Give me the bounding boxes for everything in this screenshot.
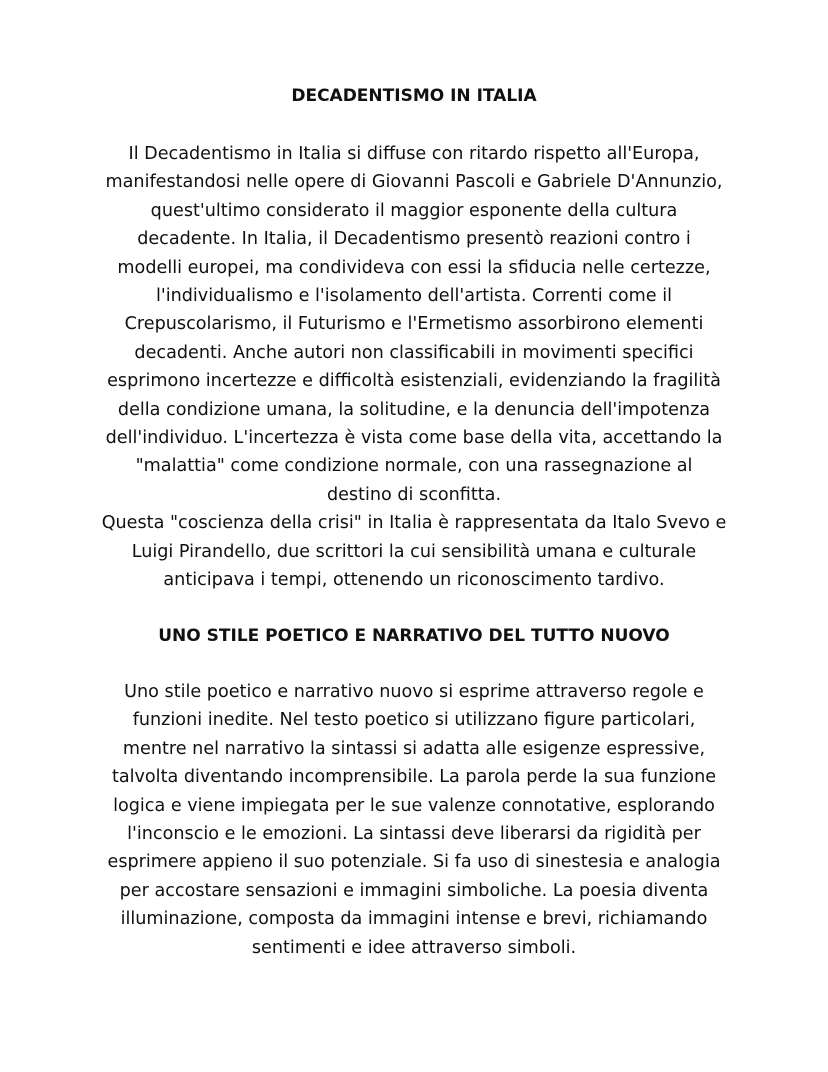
- text-line: esprimono incertezze e difficoltà esistenziali, evidenziando la fragilità: [107, 371, 721, 392]
- text-line: l'inconscio e le emozioni. La sintassi deve liberarsi da rigidità per: [127, 824, 701, 845]
- text-line: della condizione umana, la solitudine, e la denuncia dell'impotenza: [117, 399, 711, 420]
- text-line: quest'ultimo considerato il maggior esponente della cultura: [150, 200, 678, 221]
- text-line: dell'individuo. L'incertezza è vista come base della vita, accettando la: [105, 428, 723, 449]
- text-line: decadenti. Anche autori non classificabili in movimenti specifici: [134, 342, 694, 363]
- section-title-stile: UNO STILE POETICO E NARRATIVO DEL TUTTO NUOVO: [158, 626, 670, 646]
- text-line: mentre nel narrativo la sintassi si adatta alle esigenze espressive,: [122, 738, 706, 759]
- section-title-decadentismo: DECADENTISMO IN ITALIA: [291, 86, 537, 106]
- text-line: Uno stile poetico e narrativo nuovo si esprime attraverso regole e: [124, 682, 704, 702]
- paragraph-stile: [0, 678, 828, 962]
- text-line: modelli europei, ma condivideva con essi la sfiducia nelle certezze,: [117, 257, 711, 278]
- text-line: per accostare sensazioni e immagini simboliche. La poesia diventa: [119, 880, 709, 901]
- paragraph-decadentismo: [0, 140, 828, 595]
- text-line: anticipava i tempi, ottenendo un riconoscimento tardivo.: [163, 570, 665, 591]
- text-line: Crepuscolarismo, il Futurismo e l'Ermetismo assorbirono elementi: [124, 314, 704, 335]
- text-line: funzioni inedite. Nel testo poetico si utilizzano figure particolari,: [132, 710, 696, 731]
- text-line: "malattia" come condizione normale, con una rassegnazione al: [135, 456, 693, 477]
- text-line: Luigi Pirandello, due scrittori la cui sensibilità umana e culturale: [131, 541, 697, 562]
- text-line: sentimenti e idee attraverso simboli.: [251, 937, 577, 958]
- text-line: esprimere appieno il suo potenziale. Si fa uso di sinestesia e analogia: [107, 852, 721, 873]
- text-line: talvolta diventando incomprensibile. La parola perde la sua funzione: [111, 767, 717, 788]
- text-line: logica e viene impiegata per le sue valenze connotative, esplorando: [113, 795, 715, 816]
- text-line: l'individualismo e l'isolamento dell'artista. Correnti come il: [155, 286, 673, 307]
- text-line: destino di sconfitta.: [326, 484, 502, 505]
- text-line: manifestandosi nelle opere di Giovanni Pascoli e Gabriele D'Annunzio,: [105, 172, 723, 193]
- text-line: decadente. In Italia, il Decadentismo presentò reazioni contro i: [137, 229, 691, 250]
- text-line: illuminazione, composta da immagini intense e brevi, richiamando: [120, 909, 708, 930]
- text-line: Il Decadentismo in Italia si diffuse con ritardo rispetto all'Europa,: [128, 144, 700, 164]
- text-line: Questa "coscienza della crisi" in Italia è rappresentata da Italo Svevo e: [101, 513, 727, 534]
